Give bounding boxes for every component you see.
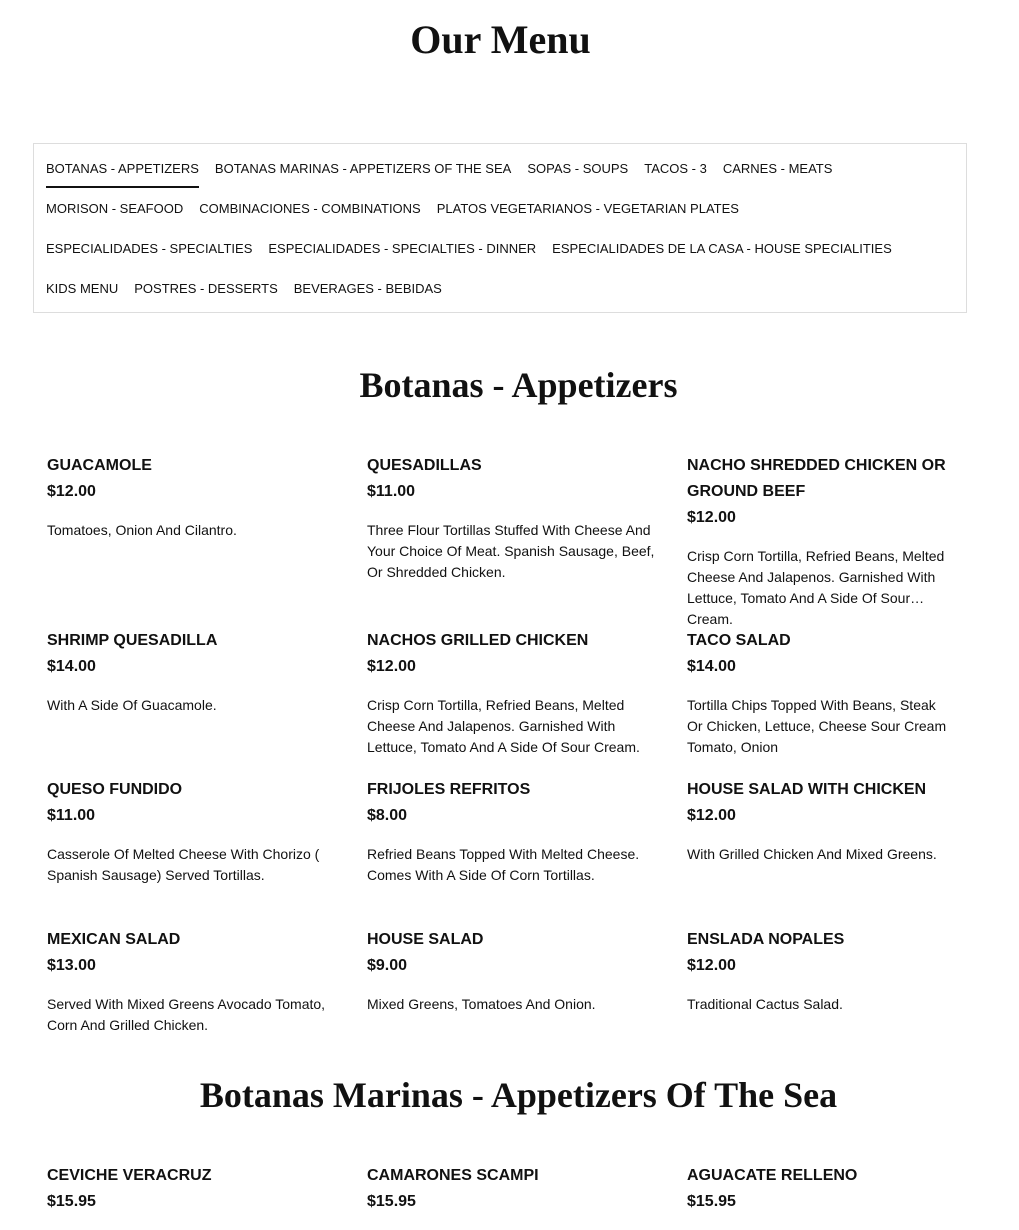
item-name: ENSLADA NOPALES: [687, 931, 845, 948]
menu-item: [47, 777, 367, 927]
item-name: NACHO SHREDDED CHICKEN OR GROUND BEEF: [687, 457, 946, 500]
item-name: QUESADILLAS: [367, 457, 482, 474]
item-description: Three Flour Tortillas Stuffed With Cheese And Your Choice Of Meat. Spanish Sausage, Beef, Or Shredded Chicken.: [367, 522, 655, 580]
tab-specialties-dinner[interactable]: ESPECIALIDADES - SPECIALTIES - DINNER: [268, 240, 537, 256]
item-price: $9.00: [367, 957, 408, 974]
tab-row: [46, 268, 966, 308]
item-description: Tomatoes, Onion And Cilantro.: [47, 522, 237, 538]
menu-item: [47, 1163, 367, 1230]
section-title: Botanas - Appetizers: [359, 365, 678, 405]
item-name: TACO SALAD: [687, 632, 791, 649]
menu-item: [687, 453, 967, 628]
item-name: NACHOS GRILLED CHICKEN: [367, 632, 589, 649]
menu-grid: [47, 1163, 967, 1230]
item-description: Mixed Greens, Tomatoes And Onion.: [367, 996, 596, 1012]
item-name: AGUACATE RELLENO: [687, 1167, 858, 1184]
menu-item: [47, 628, 367, 777]
tab-seafood[interactable]: MORISON - SEAFOOD: [46, 200, 184, 216]
tab-row: [46, 228, 966, 268]
item-price: $14.00: [687, 658, 736, 675]
menu-item: [367, 453, 687, 628]
item-price: $12.00: [687, 957, 736, 974]
item-price: $12.00: [47, 483, 96, 500]
item-name: HOUSE SALAD WITH CHICKEN: [687, 781, 927, 798]
item-price: $8.00: [367, 807, 408, 824]
item-price: $15.95: [47, 1193, 96, 1210]
item-description: Traditional Cactus Salad.: [687, 996, 843, 1012]
item-price: $15.95: [687, 1193, 736, 1210]
item-name: GUACAMOLE: [47, 457, 152, 474]
tab-appetizers[interactable]: BOTANAS - APPETIZERS: [46, 160, 199, 176]
tab-kids-menu[interactable]: KIDS MENU: [46, 280, 119, 296]
menu-item: [47, 927, 367, 1057]
item-price: $12.00: [367, 658, 416, 675]
tab-house-specialities[interactable]: ESPECIALIDADES DE LA CASA - HOUSE SPECIALITIES: [552, 240, 892, 256]
menu-item: [687, 927, 967, 1057]
menu-item: [47, 453, 367, 628]
menu-item: [687, 628, 967, 777]
item-name: HOUSE SALAD: [367, 931, 484, 948]
item-price: $14.00: [47, 658, 96, 675]
tab-specialties[interactable]: ESPECIALIDADES - SPECIALTIES: [46, 240, 253, 256]
item-description: With Grilled Chicken And Mixed Greens.: [687, 846, 937, 862]
tab-soups[interactable]: SOPAS - SOUPS: [527, 160, 629, 176]
tab-meats[interactable]: CARNES - MEATS: [722, 160, 833, 176]
item-name: CEVICHE VERACRUZ: [47, 1167, 212, 1184]
page-title: Our Menu: [410, 17, 591, 62]
tab-tacos[interactable]: TACOS - 3: [644, 160, 707, 176]
item-description: Served With Mixed Greens Avocado Tomato, Corn And Grilled Chicken.: [47, 996, 326, 1033]
item-name: MEXICAN SALAD: [47, 931, 181, 948]
item-name: SHRIMP QUESADILLA: [47, 632, 218, 649]
tab-beverages[interactable]: BEVERAGES - BEBIDAS: [293, 280, 442, 296]
menu-grid: [47, 453, 967, 1057]
menu-item: [687, 1163, 967, 1230]
item-description: Crisp Corn Tortilla, Refried Beans, Melted Cheese And Jalapenos. Garnished With Lettuce, Tomato And A Side Of Sour Cream.: [367, 697, 640, 755]
item-price: $15.95: [367, 1193, 416, 1210]
tab-desserts[interactable]: POSTRES - DESSERTS: [134, 280, 278, 296]
tab-row: [46, 144, 966, 188]
item-price: $12.00: [687, 807, 736, 824]
item-description: Casserole Of Melted Cheese With Chorizo ( Spanish Sausage) Served Tortillas.: [47, 846, 320, 883]
item-price: $11.00: [367, 483, 416, 500]
item-price: $11.00: [47, 807, 96, 824]
menu-category-tabs: [33, 143, 967, 313]
menu-item: [687, 777, 967, 927]
item-description: Crisp Corn Tortilla, Refried Beans, Melted Cheese And Jalapenos. Garnished With Lettuce, Tomato And A Side Of Sour Cream.: [687, 548, 945, 627]
tab-row: [46, 188, 966, 228]
tab-appetizers-of-the-sea[interactable]: BOTANAS MARINAS - APPETIZERS OF THE SEA: [214, 160, 512, 176]
item-description: Tortilla Chips Topped With Beans, Steak Or Chicken, Lettuce, Cheese Sour Cream Tomato, Onion: [687, 697, 947, 755]
menu-item: [367, 777, 687, 927]
item-name: QUESO FUNDIDO: [47, 781, 183, 798]
menu-item: [367, 628, 687, 777]
section-title: Botanas Marinas - Appetizers Of The Sea: [199, 1075, 838, 1115]
item-description: With A Side Of Guacamole.: [47, 697, 217, 713]
item-price: $12.00: [687, 509, 736, 526]
item-price: $13.00: [47, 957, 96, 974]
item-description: Refried Beans Topped With Melted Cheese. Comes With A Side Of Corn Tortillas.: [367, 846, 640, 883]
item-name: FRIJOLES REFRITOS: [367, 781, 531, 798]
tab-vegetarian[interactable]: PLATOS VEGETARIANOS - VEGETARIAN PLATES: [436, 200, 739, 216]
tab-combinations[interactable]: COMBINACIONES - COMBINATIONS: [199, 200, 421, 216]
item-name: CAMARONES SCAMPI: [367, 1167, 539, 1184]
menu-item: [367, 927, 687, 1057]
menu-item: [367, 1163, 687, 1230]
